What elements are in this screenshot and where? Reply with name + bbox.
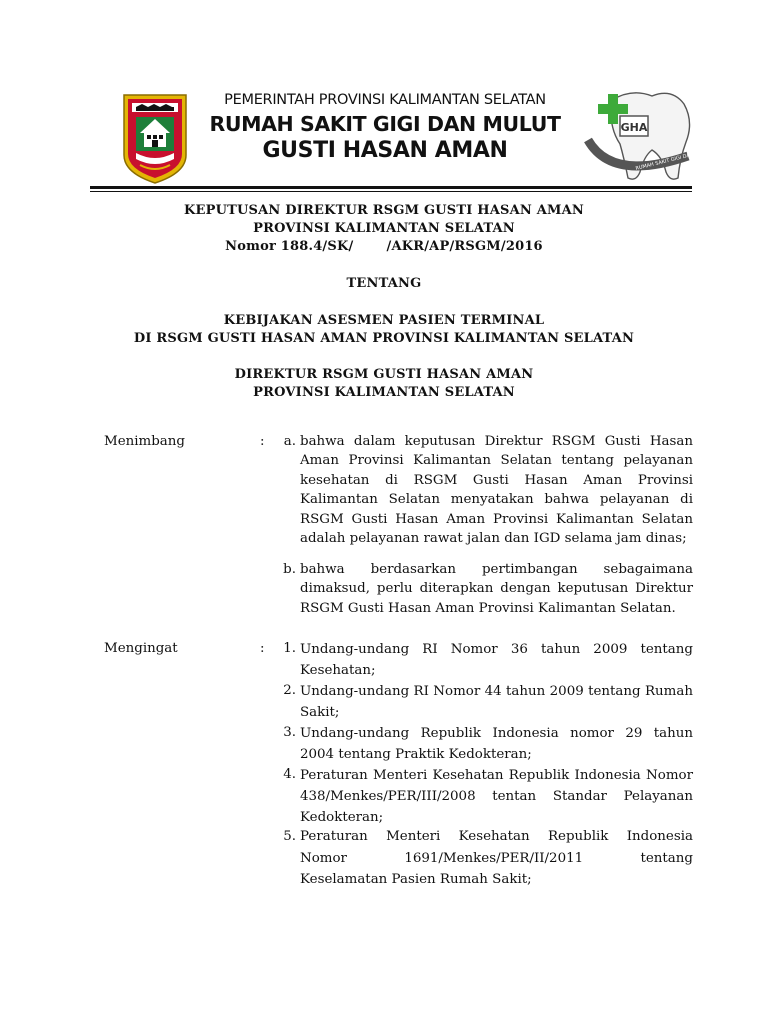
mengingat-item-1: Undang-undang RI Nomor 36 tahun 2009 tentang Kesehatan; xyxy=(300,642,693,678)
tentang-heading: TENTANG xyxy=(346,276,422,291)
mengingat-item-1-marker: 1. xyxy=(283,641,296,656)
mengingat-item-2: Undang-undang RI Nomor 44 tahun 2009 tentang Rumah Sakit; xyxy=(300,684,693,720)
subject-line1: KEBIJAKAN ASESMEN PASIEN TERMINAL xyxy=(223,313,545,328)
mengingat-item-5-marker: 5. xyxy=(283,829,296,844)
mengingat-label: Mengingat xyxy=(104,641,178,656)
signer-title-line2: PROVINSI KALIMANTAN SELATAN xyxy=(253,385,515,400)
mengingat-item-5-word-nomor: Nomor xyxy=(300,851,347,866)
mengingat-item-3-marker: 3. xyxy=(283,725,296,740)
gha-logo-text: GHA xyxy=(620,121,648,134)
menimbang-label: Menimbang xyxy=(104,434,185,449)
letterhead-hospital-subname: GUSTI HASAN AMAN xyxy=(262,138,508,163)
mengingat-item-3: Undang-undang Republik Indonesia nomor 29 tahun 2004 tentang Praktik Kedokteran; xyxy=(300,726,693,762)
provincial-crest-logo xyxy=(122,93,188,185)
decree-number: Nomor 188.4/SK/ /AKR/AP/RSGM/2016 xyxy=(225,239,543,254)
mengingat-colon: : xyxy=(260,641,265,656)
mengingat-item-5-word-number: 1691/Menkes/PER/II/2011 xyxy=(404,851,584,866)
gha-logo-arc-text: RUMAH SAKIT GIGI DAN MULUT xyxy=(635,147,713,172)
gha-tooth-logo xyxy=(582,86,713,184)
mengingat-item-5-line3: Keselamatan Pasien Rumah Sakit; xyxy=(300,872,532,887)
mengingat-item-5-line1: Peraturan Menteri Kesehatan Republik Indonesia xyxy=(300,829,693,844)
menimbang-item-a-marker: a. xyxy=(283,434,296,449)
subject-line2: DI RSGM GUSTI HASAN AMAN PROVINSI KALIMANTAN SELATAN xyxy=(133,331,635,346)
letterhead-government-line: PEMERINTAH PROVINSI KALIMANTAN SELATAN xyxy=(224,92,546,108)
mengingat-item-5-line2 xyxy=(300,851,693,866)
decree-title-line1: KEPUTUSAN DIREKTUR RSGM GUSTI HASAN AMAN xyxy=(184,203,584,218)
mengingat-item-2-marker: 2. xyxy=(283,683,296,698)
decree-title-line2: PROVINSI KALIMANTAN SELATAN xyxy=(253,221,515,236)
letterhead-divider-thin xyxy=(90,191,692,192)
mengingat-item-4: Peraturan Menteri Kesehatan Republik Indonesia Nomor 438/Menkes/PER/III/2008 tentan Standar Pelayanan Kedokteran; xyxy=(300,768,693,825)
mengingat-item-5-word-tentang: tentang xyxy=(640,851,693,866)
mengingat-item-4-marker: 4. xyxy=(283,767,296,782)
menimbang-item-b-marker: b. xyxy=(283,562,296,577)
letterhead-divider-thick xyxy=(90,186,692,189)
letterhead-hospital-name: RUMAH SAKIT GIGI DAN MULUT xyxy=(209,112,561,136)
signer-title-line1: DIREKTUR RSGM GUSTI HASAN AMAN xyxy=(234,367,534,382)
menimbang-item-b: bahwa berdasarkan pertimbangan sebagaimana dimaksud, perlu diterapkan dengan keputusan Direktur RSGM Gusti Hasan Aman Provinsi Kalimantan Selatan. xyxy=(300,562,693,616)
menimbang-item-a: bahwa dalam keputusan Direktur RSGM Gusti Hasan Aman Provinsi Kalimantan Selatan tentang pelayanan kesehatan di RSGM Gusti Hasan Aman Provinsi Kalimantan Selatan menyatakan bahwa pelayanan di RSGM Gusti Hasan Aman Provinsi Kalimantan Selatan adalah pelayanan rawat jalan dan IGD selama jam dinas; xyxy=(300,434,693,547)
menimbang-colon: : xyxy=(260,434,265,449)
